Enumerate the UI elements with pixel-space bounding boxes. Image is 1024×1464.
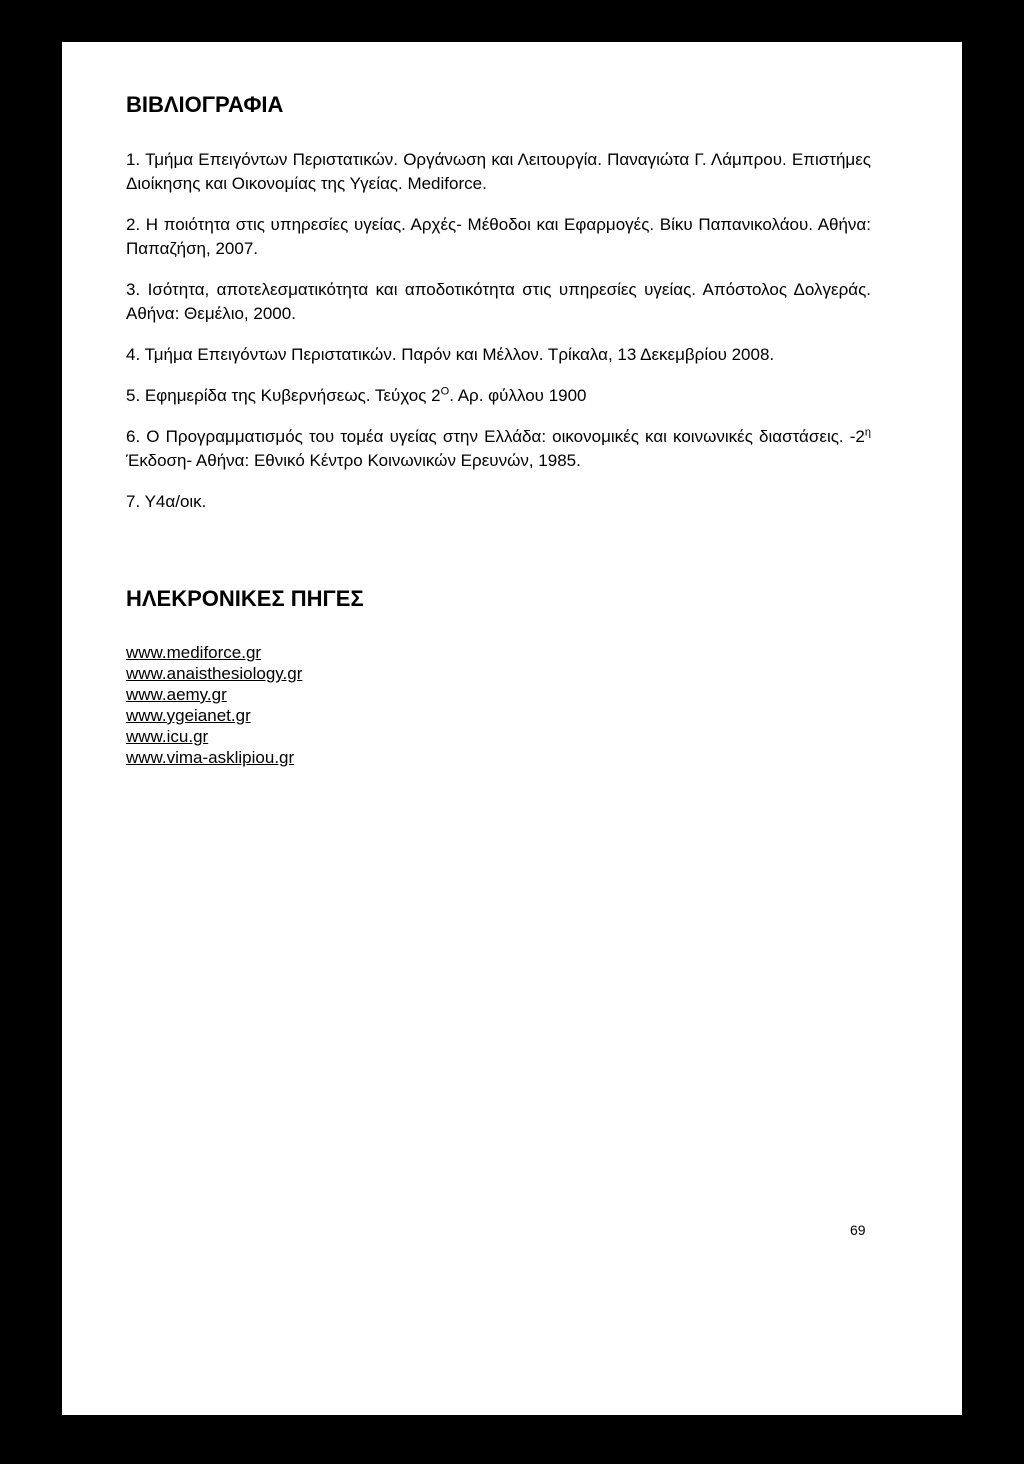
- ref-text: Έκδοση- Αθήνα: Εθνικό Κέντρο Κοινωνικών Ερευνών, 1985.: [126, 451, 581, 470]
- ref-superscript: Ο: [440, 385, 450, 398]
- bibliography-heading: ΒΙΒΛΙΟΓΡΑΦΙΑ: [126, 92, 284, 117]
- ref-text: . Αρ. φύλλου 1900: [449, 386, 587, 405]
- link-mediforce[interactable]: www.mediforce.gr: [126, 643, 262, 662]
- link-anaisthesiology[interactable]: www.anaisthesiology.gr: [126, 664, 303, 683]
- ref-text: 5. Εφημερίδα της Κυβερνήσεως. Τεύχος 2: [126, 386, 441, 405]
- bibliography-entry: 3. Ισότητα, αποτελεσματικότητα και αποδοτικότητα στις υπηρεσίες υγείας. Απόστολος Δολγεράς. Αθήνα: Θεμέλιο, 2000.: [126, 280, 871, 323]
- link-ygeianet[interactable]: www.ygeianet.gr: [126, 706, 251, 725]
- bibliography-entry: 4. Τμήμα Επειγόντων Περιστατικών. Παρόν και Μέλλον. Τρίκαλα, 13 Δεκεμβρίου 2008.: [126, 345, 775, 364]
- link-aemy[interactable]: www.aemy.gr: [126, 685, 227, 704]
- bibliography-entry: 2. Η ποιότητα στις υπηρεσίες υγείας. Αρχές- Μέθοδοι και Εφαρμογές. Βίκυ Παπανικολάου. Αθήνα: Παπαζήση, 2007.: [126, 215, 871, 258]
- link-vima-asklipiou[interactable]: www.vima-asklipiou.gr: [126, 748, 295, 767]
- electronic-sources-heading: ΗΛΕΚΡΟΝΙΚΕΣ ΠΗΓΕΣ: [126, 586, 364, 611]
- bibliography-entry: 1. Τμήμα Επειγόντων Περιστατικών. Οργάνωση και Λειτουργία. Παναγιώτα Γ. Λάμπρου. Επιστήμες Διοίκησης και Οικονομίας της Υγείας. Mediforce.: [126, 150, 871, 193]
- link-icu[interactable]: www.icu.gr: [126, 727, 209, 746]
- document-page: [62, 42, 962, 1415]
- bibliography-entry: [126, 384, 871, 408]
- page-number: 69: [850, 1222, 866, 1238]
- ref-text: 6. Ο Προγραμματισμός του τομέα υγείας στην Ελλάδα: οικονομικές και κοινωνικές διαστάσεις. -2: [126, 427, 865, 446]
- bibliography-list: [126, 148, 871, 514]
- link-list: [126, 642, 871, 768]
- bibliography-entry: [126, 425, 871, 473]
- page-content: [126, 92, 871, 768]
- ref-superscript: η: [864, 426, 871, 439]
- bibliography-entry: 7. Υ4α/οικ.: [126, 492, 207, 511]
